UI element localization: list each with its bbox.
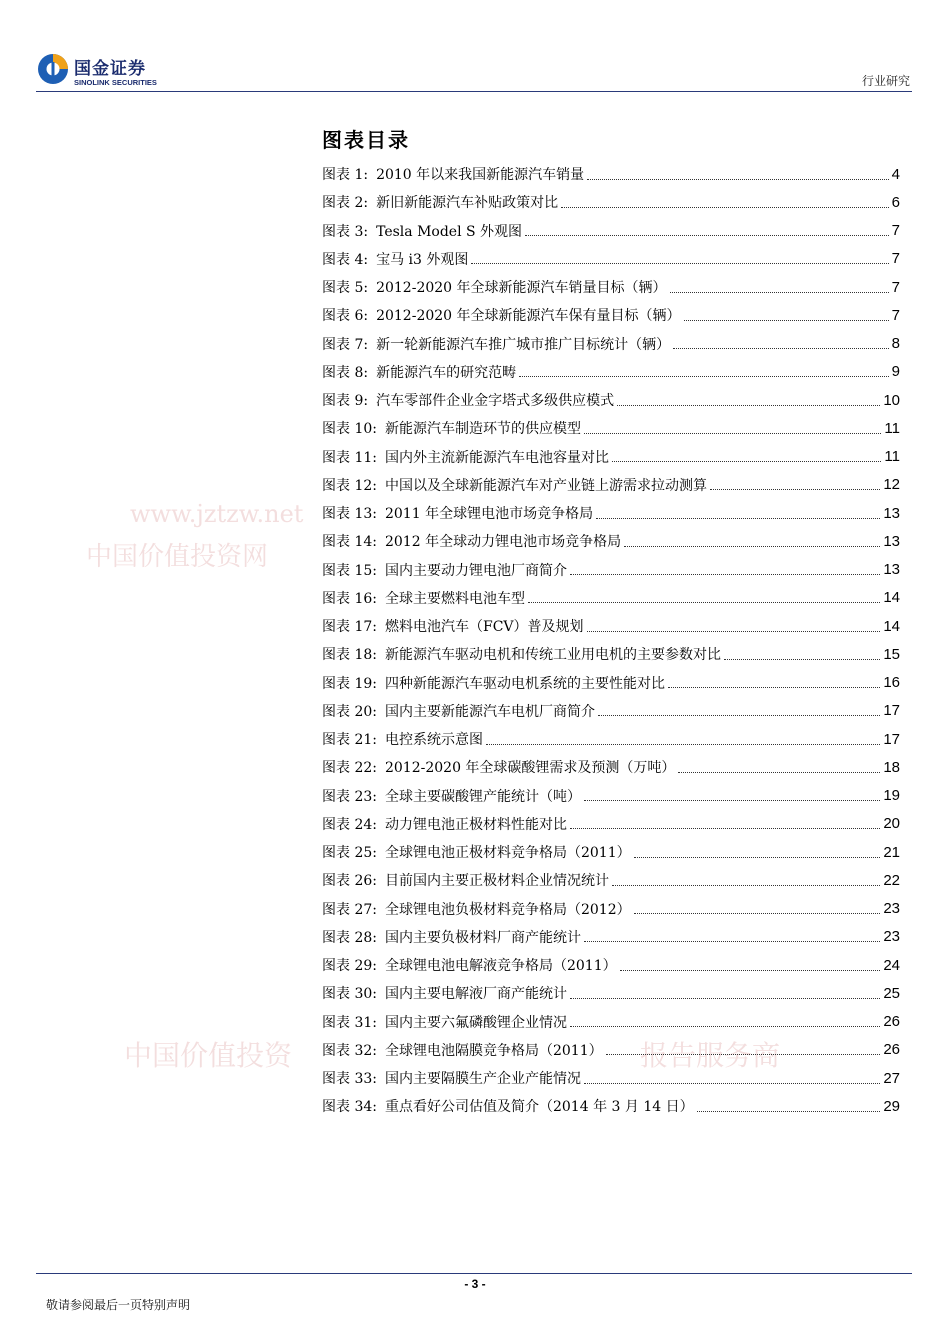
toc-entry-title: 动力锂电池正极材料性能对比 — [384, 816, 567, 833]
toc-entry[interactable] — [322, 1036, 900, 1064]
toc-entry-page: 21 — [883, 843, 900, 861]
toc-entry-title: 新能源汽车的研究范畴 — [376, 364, 517, 381]
toc-entry[interactable] — [322, 386, 900, 414]
disclaimer-note: 敬请参阅最后一页特别声明 — [46, 1298, 191, 1312]
toc-entry[interactable] — [322, 753, 900, 781]
toc-entry-page: 7 — [891, 250, 900, 268]
page-number: - 3 - — [464, 1277, 486, 1291]
toc-entry-label: 图表 8: — [322, 364, 369, 381]
toc-entry[interactable] — [322, 866, 900, 894]
toc-entry-page: 26 — [883, 1041, 900, 1059]
toc-entry-title: 目前国内主要正极材料企业情况统计 — [384, 873, 609, 890]
toc-dot-leader — [634, 857, 881, 858]
watermark-provider: 报告服务商 — [640, 1039, 781, 1072]
toc-dot-leader — [525, 235, 889, 236]
toc-entry-label: 图表 11: — [322, 449, 377, 466]
toc-entry-title: 2012-2020 年全球新能源汽车销量目标（辆） — [376, 280, 667, 297]
toc-entry-page: 4 — [891, 165, 900, 183]
toc-entry-title: 四种新能源汽车驱动电机系统的主要性能对比 — [384, 675, 665, 692]
toc-entry[interactable] — [322, 612, 900, 640]
toc-entry-title: Tesla Model S 外观图 — [376, 223, 523, 240]
brand-name-en: SINOLINK SECURITIES — [74, 78, 157, 87]
toc-entry-label: 图表 2: — [322, 195, 369, 212]
toc-entry-page: 6 — [891, 193, 900, 211]
toc-entry-title: 国内主要电解液厂商产能统计 — [384, 986, 567, 1003]
toc-entry-title: 新旧新能源汽车补贴政策对比 — [376, 195, 559, 212]
toc-dot-leader — [570, 828, 880, 829]
toc-entry[interactable] — [322, 527, 900, 555]
toc-entry[interactable] — [322, 725, 900, 753]
toc-dot-leader — [519, 376, 889, 377]
toc-dot-leader — [668, 687, 880, 688]
toc-entry-label: 图表 25: — [322, 845, 377, 862]
toc-entry-label: 图表 14: — [322, 534, 377, 551]
toc-dot-leader — [724, 659, 880, 660]
toc-entry-page: 26 — [883, 1013, 900, 1031]
toc-entry-title: 全球主要燃料电池车型 — [384, 590, 525, 607]
toc-entry[interactable] — [322, 160, 900, 188]
toc-entry-title: 2012-2020 年全球新能源汽车保有量目标（辆） — [376, 308, 681, 325]
toc-entry-title: 2011 年全球锂电池市场竞争格局 — [384, 506, 594, 523]
toc-entry[interactable] — [322, 188, 900, 216]
toc-entry-label: 图表 20: — [322, 703, 377, 720]
toc-entry-label: 图表 24: — [322, 816, 377, 833]
toc-entry-label: 图表 28: — [322, 929, 377, 946]
toc-entry-title: 燃料电池汽车（FCV）普及规划 — [384, 619, 584, 636]
toc-entry-title: 全球主要碳酸锂产能统计（吨） — [384, 788, 581, 805]
toc-entry-page: 29 — [883, 1097, 900, 1115]
toc-entry-label: 图表 26: — [322, 873, 377, 890]
toc-entry[interactable] — [322, 838, 900, 866]
toc-entry-label: 图表 30: — [322, 986, 377, 1003]
toc-dot-leader — [587, 631, 881, 632]
toc-dot-leader — [584, 941, 880, 942]
toc-entry-label: 图表 3: — [322, 223, 369, 240]
toc-entry[interactable] — [322, 979, 900, 1007]
toc-entry-page: 17 — [883, 702, 900, 720]
toc-entry-page: 23 — [883, 928, 900, 946]
toc-entry-title: 新能源汽车制造环节的供应模型 — [384, 421, 581, 438]
toc-dot-leader — [471, 263, 888, 264]
toc-dot-leader — [570, 1026, 880, 1027]
toc-entry[interactable] — [322, 1092, 900, 1120]
toc-entry-title: 宝马 i3 外观图 — [376, 251, 469, 268]
page-header — [36, 48, 912, 92]
toc-entry-page: 9 — [891, 363, 900, 381]
toc-entry-label: 图表 19: — [322, 675, 377, 692]
toc-title: 图表目录 — [322, 128, 410, 152]
toc-entry-title: 汽车零部件企业金字塔式多级供应模式 — [376, 393, 615, 410]
toc-entry-label: 图表 15: — [322, 562, 377, 579]
brand-name-cn: 国金证券 — [74, 59, 146, 79]
toc-entry-title: 新能源汽车驱动电机和传统工业用电机的主要参数对比 — [384, 647, 721, 664]
toc-dot-leader — [584, 433, 881, 434]
toc-entry-page: 10 — [883, 391, 900, 409]
toc-dot-leader — [678, 772, 880, 773]
toc-dot-leader — [570, 574, 880, 575]
toc-entry[interactable] — [322, 217, 900, 245]
toc-entry-label: 图表 23: — [322, 788, 377, 805]
toc-entry-label: 图表 21: — [322, 732, 377, 749]
toc-dot-leader — [624, 546, 880, 547]
toc-entry-label: 图表 4: — [322, 251, 369, 268]
toc-entry-page: 13 — [883, 561, 900, 579]
toc-dot-leader — [584, 800, 880, 801]
toc-entry-page: 23 — [883, 900, 900, 918]
toc-entry[interactable] — [322, 556, 900, 584]
toc-entry-page: 16 — [883, 674, 900, 692]
toc-entry-label: 图表 32: — [322, 1042, 377, 1059]
toc-entry[interactable] — [322, 923, 900, 951]
toc-entry-title: 全球锂电池隔膜竞争格局（2011） — [384, 1042, 603, 1059]
toc-dot-leader — [670, 292, 889, 293]
toc-entry-label: 图表 12: — [322, 477, 377, 494]
toc-dot-leader — [486, 744, 880, 745]
toc-entry-title: 全球锂电池电解液竞争格局（2011） — [384, 958, 617, 975]
toc-entry[interactable] — [322, 782, 900, 810]
toc-entry[interactable] — [322, 443, 900, 471]
footer-divider — [36, 1273, 912, 1274]
toc-entry[interactable] — [322, 499, 900, 527]
toc-entry[interactable] — [322, 810, 900, 838]
toc-entry[interactable] — [322, 330, 900, 358]
toc-dot-leader — [584, 1083, 880, 1084]
toc-entry-page: 18 — [883, 758, 900, 776]
watermark-site-name-lower: 中国价值投资 — [124, 1039, 293, 1072]
toc-entry[interactable] — [322, 951, 900, 979]
toc-entry[interactable] — [322, 1008, 900, 1036]
toc-entry-page: 14 — [883, 617, 900, 635]
toc-entry[interactable] — [322, 414, 900, 442]
toc-entry-title: 2012 年全球动力锂电池市场竞争格局 — [384, 534, 622, 551]
figure-index-list — [322, 160, 900, 1121]
toc-entry-page: 11 — [884, 419, 900, 437]
toc-entry-page: 7 — [891, 278, 900, 296]
toc-entry-label: 图表 34: — [322, 1099, 377, 1116]
toc-entry-page: 24 — [883, 956, 900, 974]
toc-entry-label: 图表 6: — [322, 308, 369, 325]
report-category: 行业研究 — [861, 74, 910, 88]
toc-entry-title: 2010 年以来我国新能源汽车销量 — [376, 167, 585, 184]
toc-dot-leader — [673, 348, 889, 349]
toc-dot-leader — [587, 179, 888, 180]
toc-dot-leader — [570, 998, 880, 999]
toc-entry-page: 7 — [891, 306, 900, 324]
toc-entry-title: 电控系统示意图 — [384, 732, 483, 749]
sinolink-logo-icon — [36, 52, 70, 86]
toc-entry-label: 图表 33: — [322, 1071, 377, 1088]
toc-entry-label: 图表 5: — [322, 280, 369, 297]
toc-entry[interactable] — [322, 358, 900, 386]
toc-entry[interactable] — [322, 584, 900, 612]
toc-entry-title: 重点看好公司估值及简介（2014 年 3 月 14 日） — [384, 1099, 694, 1116]
toc-dot-leader — [710, 489, 880, 490]
toc-dot-leader — [684, 320, 889, 321]
toc-entry-label: 图表 10: — [322, 421, 377, 438]
toc-entry-page: 27 — [883, 1069, 900, 1087]
toc-entry-label: 图表 27: — [322, 901, 377, 918]
toc-entry-title: 中国以及全球新能源汽车对产业链上游需求拉动测算 — [384, 477, 707, 494]
toc-entry-title: 国内主要六氟磷酸锂企业情况 — [384, 1014, 567, 1031]
toc-entry-page: 15 — [883, 645, 900, 663]
toc-entry-page: 25 — [883, 984, 900, 1002]
toc-entry-page: 12 — [883, 476, 900, 494]
toc-entry-label: 图表 18: — [322, 647, 377, 664]
toc-entry-label: 图表 16: — [322, 590, 377, 607]
toc-entry-title: 2012-2020 年全球碳酸锂需求及预测（万吨） — [384, 760, 676, 777]
toc-entry-page: 13 — [883, 532, 900, 550]
toc-entry-title: 国内外主流新能源汽车电池容量对比 — [384, 449, 609, 466]
watermark-url: www.jztzw.net — [130, 500, 304, 528]
toc-entry-label: 图表 13: — [322, 506, 377, 523]
toc-entry[interactable] — [322, 301, 900, 329]
toc-dot-leader — [598, 715, 880, 716]
toc-dot-leader — [612, 461, 881, 462]
toc-dot-leader — [620, 970, 881, 971]
toc-entry-page: 11 — [884, 448, 900, 466]
toc-dot-leader — [606, 1054, 881, 1055]
header-divider — [36, 91, 912, 92]
toc-entry-label: 图表 31: — [322, 1014, 377, 1031]
toc-entry-page: 8 — [891, 335, 900, 353]
toc-entry-label: 图表 17: — [322, 619, 377, 636]
toc-entry-title: 全球锂电池负极材料竞争格局（2012） — [384, 901, 631, 918]
toc-entry-page: 13 — [883, 504, 900, 522]
toc-entry[interactable] — [322, 895, 900, 923]
toc-dot-leader — [697, 1111, 881, 1112]
toc-entry[interactable] — [322, 471, 900, 499]
toc-entry[interactable] — [322, 1064, 900, 1092]
toc-dot-leader — [634, 913, 881, 914]
toc-entry-title: 新一轮新能源汽车推广城市推广目标统计（辆） — [376, 336, 671, 353]
toc-entry[interactable] — [322, 245, 900, 273]
toc-entry-page: 14 — [883, 589, 900, 607]
toc-entry-page: 7 — [891, 222, 900, 240]
toc-entry-page: 22 — [883, 871, 900, 889]
watermark-site-name: 中国价值投资网 — [86, 542, 269, 572]
toc-entry-title: 国内主要负极材料厂商产能统计 — [384, 929, 581, 946]
toc-entry[interactable] — [322, 640, 900, 668]
toc-entry-page: 19 — [883, 787, 900, 805]
toc-entry-label: 图表 1: — [322, 167, 369, 184]
company-logo — [36, 52, 176, 88]
toc-dot-leader — [612, 885, 880, 886]
toc-entry-page: 20 — [883, 815, 900, 833]
toc-entry-label: 图表 9: — [322, 393, 369, 410]
toc-entry[interactable] — [322, 669, 900, 697]
toc-entry-title: 全球锂电池正极材料竞争格局（2011） — [384, 845, 631, 862]
toc-dot-leader — [617, 405, 880, 406]
toc-entry-label: 图表 7: — [322, 336, 369, 353]
toc-entry-title: 国内主要新能源汽车电机厂商简介 — [384, 703, 595, 720]
toc-entry-label: 图表 29: — [322, 958, 377, 975]
toc-entry-page: 17 — [883, 730, 900, 748]
toc-dot-leader — [561, 207, 889, 208]
toc-entry[interactable] — [322, 697, 900, 725]
toc-dot-leader — [596, 518, 880, 519]
toc-entry-title: 国内主要动力锂电池厂商简介 — [384, 562, 567, 579]
toc-entry-label: 图表 22: — [322, 760, 377, 777]
toc-dot-leader — [528, 602, 880, 603]
toc-entry-title: 国内主要隔膜生产企业产能情况 — [384, 1071, 581, 1088]
toc-entry[interactable] — [322, 273, 900, 301]
